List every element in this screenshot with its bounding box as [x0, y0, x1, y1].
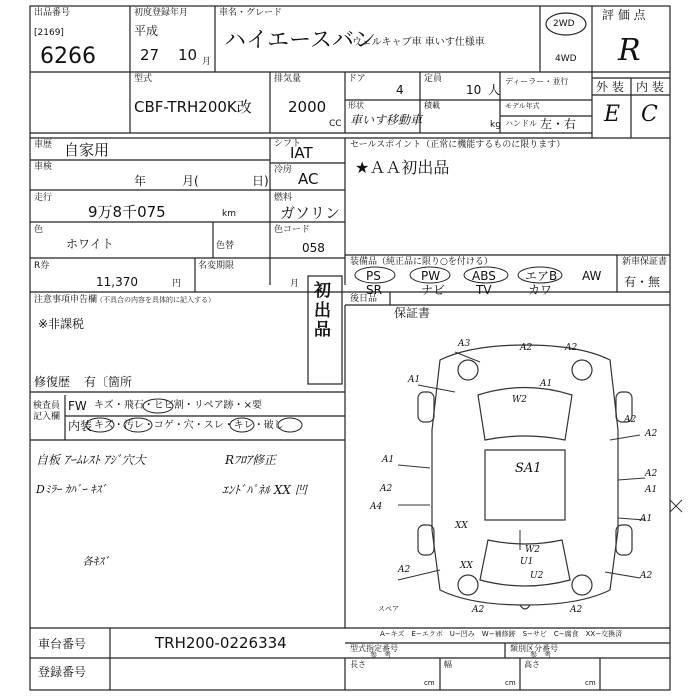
chassis-label: 車台番号: [38, 637, 87, 651]
capacity-label: 定員: [424, 74, 443, 84]
mark: A1: [645, 485, 658, 495]
mark: A1: [382, 455, 395, 465]
int-label: 内 装: [636, 80, 664, 94]
height-cm: cm: [585, 679, 596, 687]
lot-sub: [2169]: [34, 28, 64, 38]
color-code-label: 色コード: [274, 225, 311, 235]
person-unit: 人: [488, 83, 501, 97]
fw-items: キズ・飛石・ヒビ割・リペア跡・×要: [94, 400, 262, 411]
mark: XX: [460, 561, 473, 571]
repair: 有〔箇所: [84, 375, 133, 389]
ext-grade: E: [604, 102, 621, 127]
int-grade: C: [641, 102, 658, 127]
repair-label: 修復歴: [34, 375, 71, 389]
equip-tv: TV: [476, 283, 492, 297]
inspection-label: 車検: [34, 162, 53, 172]
mileage-label: 走行: [34, 193, 53, 203]
rear-label: 後日品: [350, 294, 378, 304]
spare-label: スペア: [378, 605, 399, 613]
damage-legend: A−キズ E−エクボ U−凹み W−補修跡 S−サビ C−腐食 XX−交換済: [380, 630, 623, 638]
mark: A3: [458, 339, 471, 349]
mark: A2: [645, 429, 658, 439]
ref-1: 参 考: [370, 651, 391, 659]
warranty-label: 新車保証書: [622, 257, 668, 267]
model-label: 型式: [134, 74, 153, 84]
color-change-label: 色替: [216, 241, 235, 251]
first-entry-stamp: 初出品: [314, 281, 331, 341]
chassis-number: TRH200-0226334: [155, 634, 287, 652]
drive-4wd: 4WD: [555, 54, 577, 64]
mark: SA1: [515, 461, 542, 476]
displacement: 2000: [288, 98, 327, 116]
remark-3: Dﾐﾗｰ ｶﾊﾞｰ ｷｽﾞ: [36, 483, 107, 496]
mark: W2: [525, 545, 540, 555]
km-unit: km: [222, 209, 236, 219]
mark: A1: [640, 514, 653, 524]
interior-items: キズ・汚レ・コゲ・穴・スレ・キレ・破し: [94, 420, 284, 431]
rear-item: 保証書: [394, 306, 431, 320]
mileage: 9万8千075: [88, 203, 166, 221]
doors: 4: [396, 83, 404, 97]
cc-unit: CC: [329, 119, 342, 129]
load-label: 積載: [424, 101, 440, 110]
car-name: ハイエースバン: [224, 28, 377, 53]
mark: A2: [380, 484, 393, 494]
reg-label: 登録番号: [38, 665, 87, 679]
insp-day: 日): [252, 174, 269, 188]
mark: A1: [540, 379, 553, 389]
capacity: 10: [466, 83, 482, 97]
sales-point: ★ＡＡ初出品: [355, 158, 450, 177]
ac: AC: [298, 170, 319, 188]
length-cm: cm: [424, 679, 435, 687]
history: 自家用: [64, 141, 110, 159]
shift-label: シフト: [274, 139, 302, 149]
ref-2: 参 考: [530, 651, 551, 659]
width-cm: cm: [505, 679, 516, 687]
equip-leather: カワ: [528, 283, 553, 297]
first-reg-label: 初度登録年月: [134, 8, 189, 18]
remark-5: 各ｷｽﾞ: [82, 555, 110, 568]
shift: IAT: [290, 144, 313, 162]
recycle-label: R券: [34, 261, 50, 271]
equip-aw: AW: [582, 269, 602, 283]
name-label: 車名・グレード: [219, 8, 283, 18]
mark: A2: [624, 415, 637, 425]
equip-navi: ナビ: [421, 283, 446, 297]
score-label: 評 価 点: [602, 8, 646, 22]
yen-unit: 円: [172, 279, 182, 289]
era: 平成: [134, 24, 159, 38]
color: ホワイト: [66, 237, 114, 251]
month-unit: 月: [202, 57, 212, 67]
mark: A2: [565, 343, 578, 353]
mark: U1: [520, 557, 534, 567]
ext-label: 外 装: [596, 80, 624, 94]
mark: A4: [370, 502, 383, 512]
handle: 左・右: [540, 117, 577, 131]
mark: U2: [530, 571, 544, 581]
mark: W2: [512, 395, 527, 405]
grade: ウェルキャブ車 車いす仕様車: [352, 37, 485, 48]
handle-label: ハンドル: [505, 119, 537, 128]
width-label: 幅: [444, 660, 452, 669]
lot-number: 6266: [40, 44, 96, 69]
inspector-label: 検査員記入欄: [33, 401, 61, 422]
mark: A2: [640, 571, 653, 581]
height-label: 高さ: [524, 660, 540, 669]
name-change-month: 月: [290, 279, 300, 289]
remark-2: Rﾌﾛｱ修正: [225, 453, 277, 467]
dealer-label: ディーラー・並行: [505, 77, 569, 86]
interior-label: 内装: [68, 419, 93, 433]
color-code: 058: [302, 241, 325, 255]
length-label: 長さ: [350, 660, 366, 669]
reg-year: 27: [140, 46, 160, 64]
equip-sr: SR: [366, 283, 382, 297]
category-label: 類別区分番号: [510, 644, 558, 653]
equipment-label: 装備品（純正品に限り○を付ける）: [350, 257, 493, 267]
door-label: ドア: [348, 74, 366, 84]
equip-ps: PS: [366, 269, 381, 283]
ac-label: 冷房: [274, 165, 293, 175]
caution-label: 注意事項申告欄: [34, 295, 98, 305]
lot-label: 出品番号: [34, 8, 71, 18]
equip-pw: PW: [421, 269, 441, 283]
model-year-label: モデル年式: [505, 102, 540, 110]
insp-month: 月(: [182, 174, 199, 188]
car-diagram: [418, 345, 632, 609]
score: R: [618, 33, 641, 68]
name-change-label: 名変期限: [198, 261, 235, 271]
mark: XX: [455, 521, 468, 531]
warranty: 有・無: [624, 275, 661, 289]
mark: A2: [398, 565, 411, 575]
equip-airbag: エアB: [525, 269, 558, 283]
color-label: 色: [34, 225, 44, 235]
remark-4: ｴﾝﾄﾞﾊﾟﾈﾙ XX 凹: [222, 483, 307, 497]
model: CBF-TRH200K改: [134, 98, 252, 116]
mark: A2: [570, 605, 583, 615]
shape: 車いす移動車: [350, 113, 423, 127]
fuel-label: 燃料: [274, 193, 293, 203]
reg-month: 10: [178, 46, 198, 64]
spec-number-label: 型式指定番号: [350, 644, 398, 653]
drive-2wd: 2WD: [553, 19, 575, 29]
history-label: 車歴: [34, 140, 53, 150]
insp-year: 年: [134, 174, 147, 188]
mark: A1: [408, 375, 421, 385]
caution-sub: （不具合の内容を具体的に記入する）: [96, 296, 215, 304]
sales-label: セールスポイント（正常に機能するものに限ります）: [350, 140, 566, 150]
fuel: ガソリン: [280, 204, 341, 222]
shape-label: 形状: [348, 101, 364, 110]
recycle-fee: 11,370: [96, 275, 138, 289]
disp-label: 排気量: [274, 74, 302, 84]
kg-unit: kg: [490, 120, 501, 130]
mark: A2: [520, 343, 533, 353]
equip-abs: ABS: [472, 269, 496, 283]
mark: A2: [645, 469, 658, 479]
remark-1: 自板 ｱｰﾑﾚｽﾄ ｱｼﾞ穴大: [36, 453, 146, 467]
mark: A2: [472, 605, 485, 615]
tax-note: ※非課税: [38, 317, 85, 331]
fw-label: FW: [68, 399, 87, 413]
